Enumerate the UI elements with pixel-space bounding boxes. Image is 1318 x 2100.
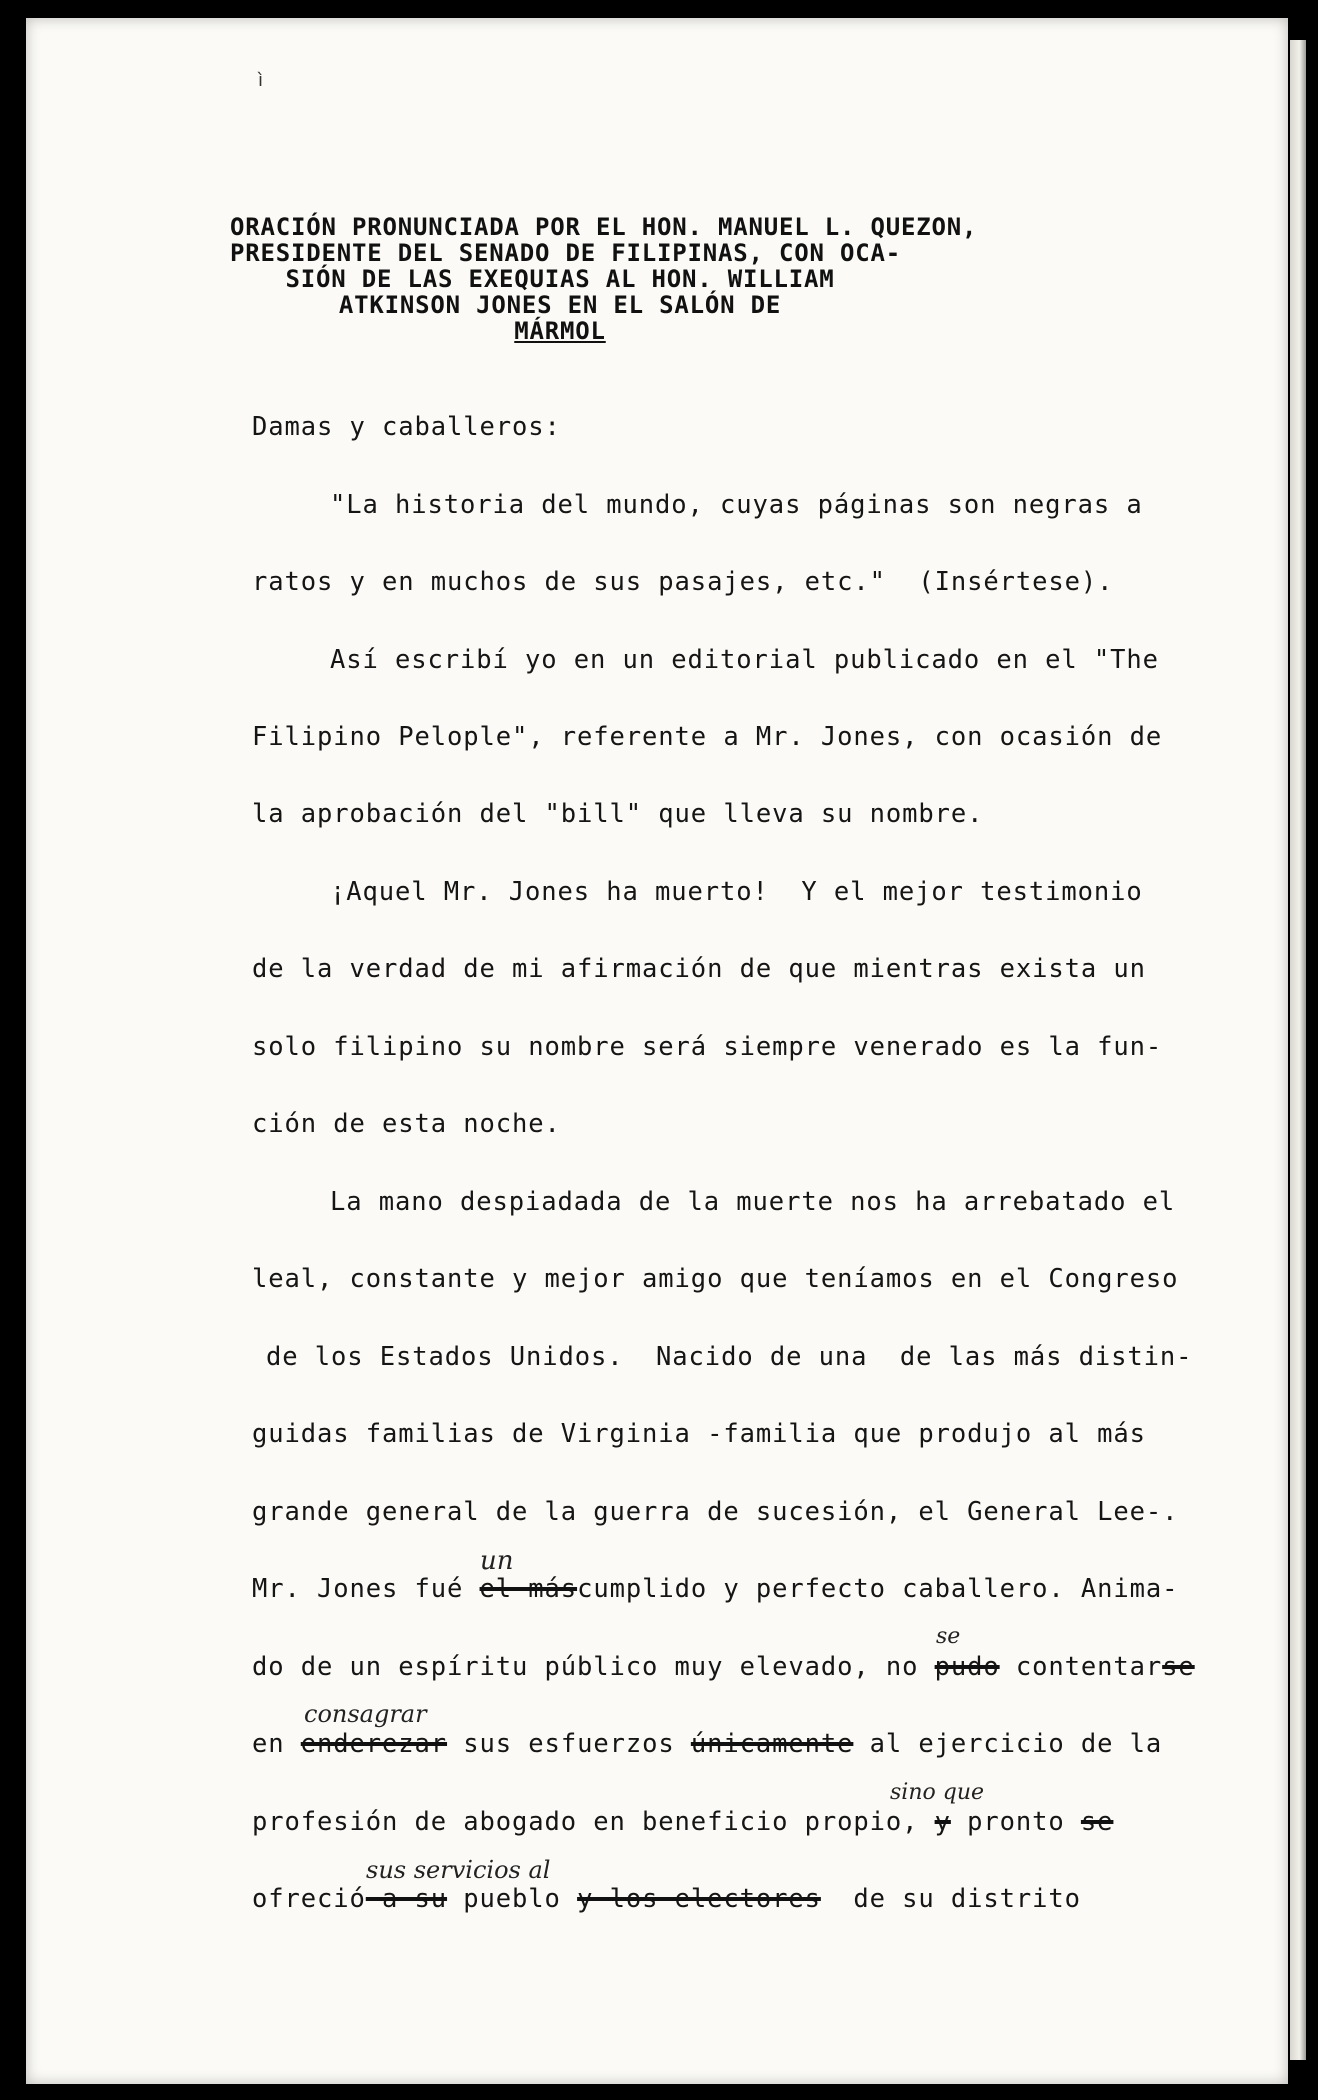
title-line-1: ORACIÓN PRONUNCIADA POR EL HON. MANUEL L. QUEZON, — [230, 213, 978, 241]
text-segment: Mr. Jones fué — [252, 1574, 480, 1604]
text-line — [252, 1574, 1178, 1604]
struck-text: enderezar — [300, 1729, 448, 1759]
struck-text: únicamente — [690, 1729, 854, 1759]
text-line: Así escribí yo en un editorial publicado en el "The — [330, 645, 1159, 675]
text-segment: do de un espíritu público muy elevado, no — [252, 1652, 935, 1682]
handwritten-insertion: consagrar — [304, 1700, 427, 1728]
text-segment: profesión de abogado en beneficio propio, — [252, 1807, 935, 1837]
title-line-5: MÁRMOL — [514, 317, 606, 345]
document-title — [230, 213, 978, 345]
text-line: leal, constante y mejor amigo que teníamos en el Congreso — [252, 1264, 1179, 1294]
text-segment: en — [252, 1729, 301, 1759]
text-line: La mano despiadada de la muerte nos ha arrebatado el — [330, 1187, 1176, 1217]
page-edge — [1290, 40, 1306, 2060]
text-segment: pronto — [950, 1807, 1081, 1837]
text-segment: al ejercicio de la — [853, 1729, 1163, 1759]
text-line: la aprobación del "bill" que lleva su nombre. — [252, 799, 984, 829]
text-line: grande general de la guerra de sucesión, el General Lee-. — [252, 1497, 1179, 1527]
struck-text: el más — [479, 1574, 578, 1604]
text-line: ¡Aquel Mr. Jones ha muerto! Y el mejor testimonio — [330, 877, 1143, 907]
handwritten-insertion: un — [480, 1546, 514, 1576]
corner-mark: ì — [258, 70, 264, 91]
text-line — [252, 1884, 1081, 1914]
text-line: Filipino Pelople", referente a Mr. Jones, con ocasión de — [252, 722, 1163, 752]
text-segment: contentar — [999, 1652, 1163, 1682]
text-line: guidas familias de Virginia -familia que produjo al más — [252, 1419, 1146, 1449]
title-line-3: SIÓN DE LAS EXEQUIAS AL HON. WILLIAM — [285, 265, 835, 293]
text-line: de la verdad de mi afirmación de que mientras exista un — [252, 954, 1146, 984]
text-segment: ofreció — [252, 1884, 366, 1914]
salutation: Damas y caballeros: — [252, 412, 561, 442]
handwritten-insertion: sus servicios al — [366, 1856, 551, 1884]
struck-text: se — [1162, 1652, 1195, 1682]
handwritten-insertion: sino que — [890, 1780, 985, 1805]
text-segment: cumplido y perfecto caballero. Anima- — [577, 1574, 1179, 1604]
text-segment: sus esfuerzos — [447, 1729, 691, 1759]
text-line — [252, 1807, 1113, 1837]
text-line: de los Estados Unidos. Nacido de una de las más distin- — [266, 1342, 1193, 1372]
struck-text: y los electores — [577, 1884, 821, 1914]
title-line-4: ATKINSON JONES EN EL SALÓN DE — [338, 291, 782, 319]
text-line: ción de esta noche. — [252, 1109, 561, 1139]
title-line-2: PRESIDENTE DEL SENADO DE FILIPINAS, CON OCA- — [230, 239, 901, 267]
handwritten-insertion: se — [936, 1624, 961, 1649]
text-segment: de su distrito — [820, 1884, 1081, 1914]
text-line — [252, 1729, 1162, 1759]
struck-text: se — [1080, 1807, 1114, 1837]
text-line: "La historia del mundo, cuyas páginas son negras a — [330, 490, 1143, 520]
struck-text: pudo — [934, 1652, 1000, 1682]
struck-text: a su — [365, 1884, 448, 1914]
text-segment: pueblo — [447, 1884, 578, 1914]
struck-text: y — [934, 1807, 951, 1837]
text-line — [252, 1652, 1195, 1682]
text-line: ratos y en muchos de sus pasajes, etc." (Insértese). — [252, 567, 1114, 597]
text-line: solo filipino su nombre será siempre venerado es la fun- — [252, 1032, 1163, 1062]
